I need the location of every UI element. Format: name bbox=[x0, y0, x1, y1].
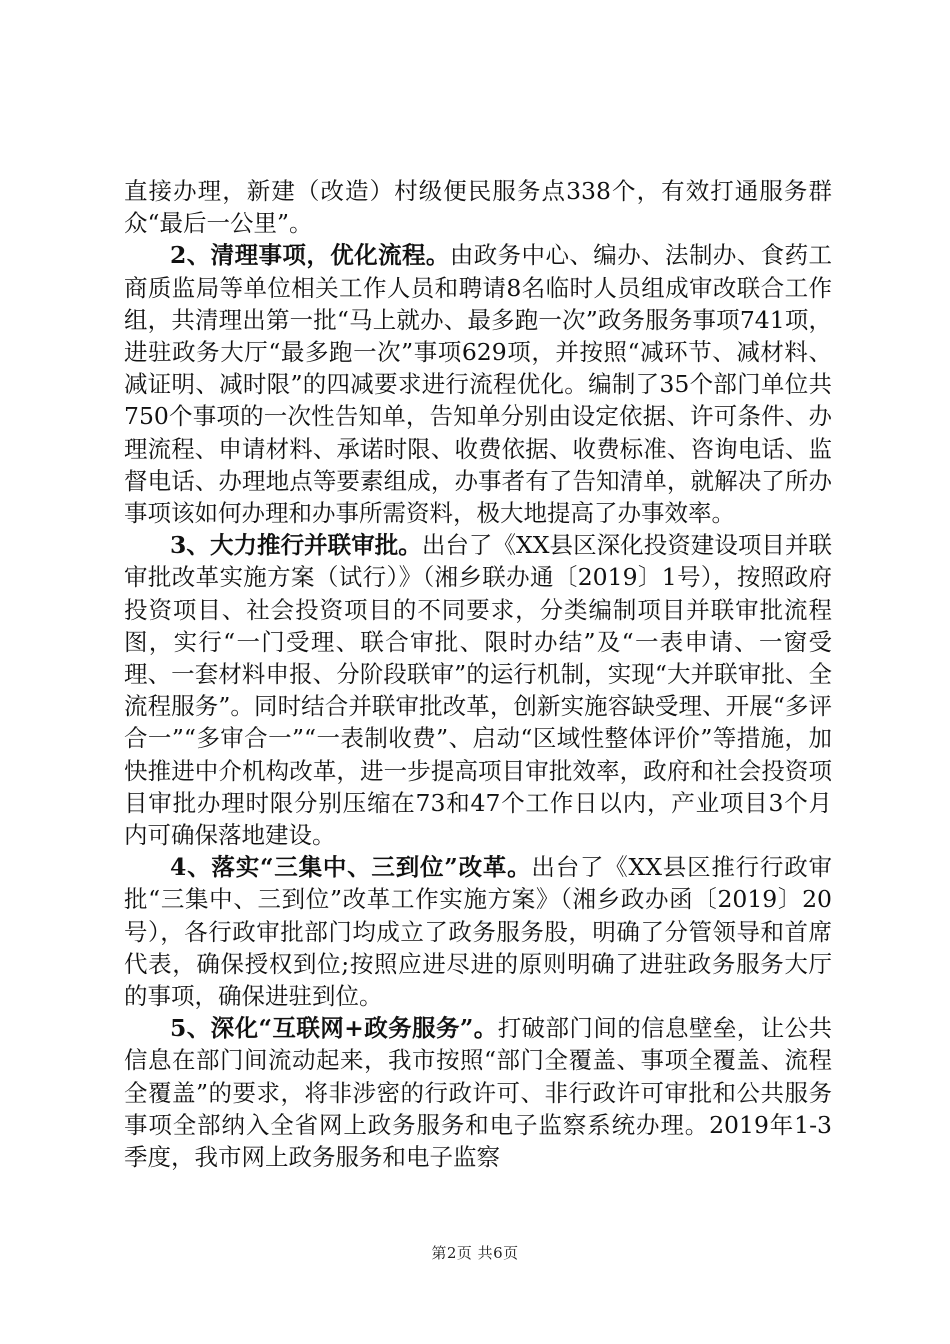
paragraph-1 bbox=[124, 175, 832, 239]
paragraph-text: 打破部门间的信息壁垒，让公共信息在部门间流动起来，我市按照“部门全覆盖、事项全覆盖、流程全覆盖”的要求，将非涉密的行政许可、非行政许可审批和公共服务事项全部纳入全省网上政务服务和电子监察系统办理。2019年1-3季度，我市网上政务服务和电子监察 bbox=[124, 1014, 833, 1172]
paragraph-text: 出台了《XX县区推行行政审批“三集中、三到位”改革工作实施方案》（湘乡政办函〔2019〕20号），各行政审批部门均成立了政务服务股，明确了分管领导和首席代表，确保授权到位;按照应进尽进的原则明确了进驻政务服务大厅的事项，确保进驻到位。 bbox=[124, 853, 832, 1011]
paragraph-5 bbox=[124, 1012, 832, 1173]
document-body bbox=[124, 175, 832, 1173]
paragraph-heading: 2、清理事项，优化流程。 bbox=[170, 241, 450, 270]
paragraph-2 bbox=[124, 239, 832, 529]
paragraph-heading: 5、深化“互联网+政务服务”。 bbox=[170, 1014, 498, 1043]
paragraph-heading: 3、大力推行并联审批。 bbox=[170, 531, 422, 560]
paragraph-3 bbox=[124, 529, 832, 851]
paragraph-heading: 4、落实“三集中、三到位”改革。 bbox=[170, 853, 532, 882]
paragraph-4 bbox=[124, 851, 832, 1012]
paragraph-text: 出台了《XX县区深化投资建设项目并联审批改革实施方案（试行）》（湘乡联办通〔2019〕1号），按照政府投资项目、社会投资项目的不同要求，分类编制项目并联审批流程图，实行“一门受理、联合审批、限时办结”及“一表申请、一窗受理、一套材料申报、分阶段联审”的运行机制，实现“大并联审批、全流程服务”。同时结合并联审批改革，创新实施容缺受理、开展“多评合一”“多审合一”“一表制收费”、启动“区域性整体评价”等措施，加快推进中介机构改革，进一步提高项目审批效率，政府和社会投资项目审批办理时限分别压缩在73和47个工作日以内，产业项目3个月内可确保落地建设。 bbox=[124, 531, 832, 850]
page-number-footer: 第2页 共6页 bbox=[431, 1244, 519, 1262]
paragraph-text: 由政务中心、编办、法制办、食药工商质监局等单位相关工作人员和聘请8名临时人员组成审改联合工作组，共清理出第一批“马上就办、最多跑一次”政务服务事项741项，进驻政务大厅“最多跑一次”事项629项，并按照“减环节、减材料、减证明、减时限”的四减要求进行流程优化。编制了35个部门单位共750个事项的一次性告知单，告知单分别由设定依据、许可条件、办理流程、申请材料、承诺时限、收费依据、收费标准、咨询电话、监督电话、办理地点等要素组成，办事者有了告知清单，就解决了所办事项该如何办理和办事所需资料，极大地提高了办事效率。 bbox=[124, 241, 833, 528]
paragraph-text: 直接办理，新建（改造）村级便民服务点338个，有效打通服务群众“最后一公里”。 bbox=[124, 177, 832, 238]
